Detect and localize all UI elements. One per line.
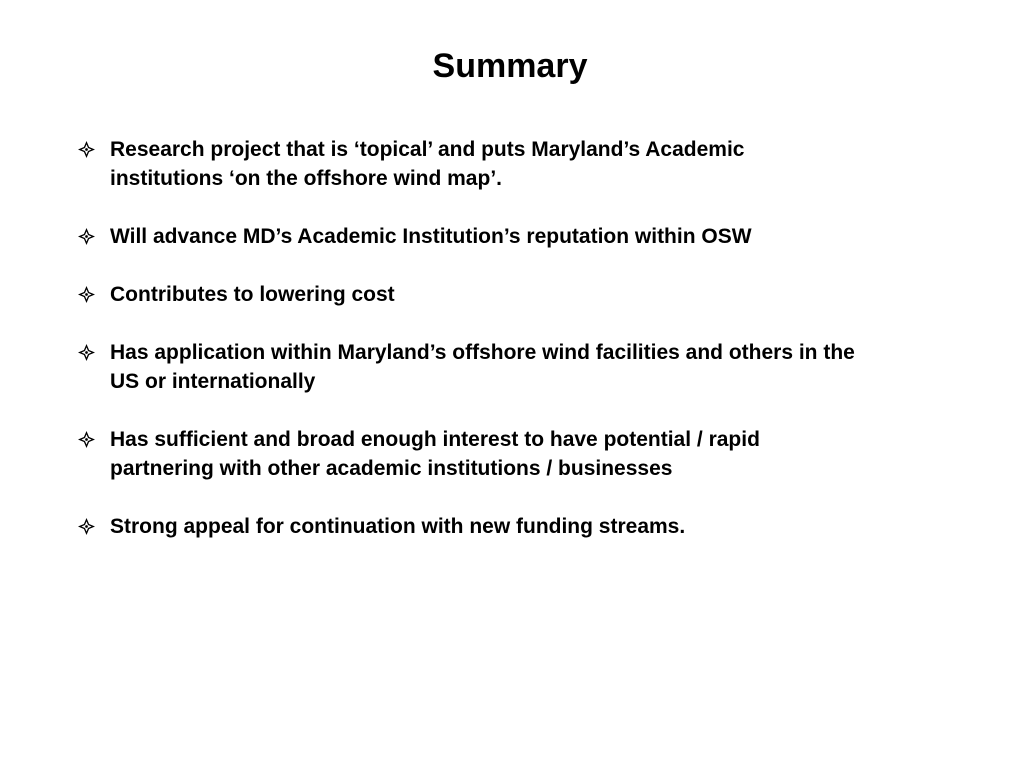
- bullet-line: Strong appeal for continuation with new funding streams.: [110, 515, 686, 538]
- bullet-line: Research project that is ‘topical’ and puts Maryland’s Academic: [110, 138, 745, 161]
- bullet-item: [78, 425, 978, 483]
- diamond-clover-icon: [78, 338, 96, 367]
- bullet-line: partnering with other academic institutions / businesses: [110, 457, 673, 480]
- bullet-item: [78, 512, 978, 541]
- bullet-item: [78, 222, 978, 251]
- bullet-item: [78, 135, 978, 193]
- slide-title: Summary: [432, 47, 588, 85]
- bullet-line: Contributes to lowering cost: [110, 283, 395, 306]
- diamond-clover-icon: [78, 280, 96, 309]
- bullet-item: [78, 338, 978, 396]
- bullet-line: institutions ‘on the offshore wind map’.: [110, 167, 502, 190]
- diamond-clover-icon: [78, 425, 96, 454]
- diamond-clover-icon: [78, 512, 96, 541]
- bullet-line: Has sufficient and broad enough interest to have potential / rapid: [110, 428, 760, 451]
- diamond-clover-icon: [78, 135, 96, 164]
- bullet-line: US or internationally: [110, 370, 316, 393]
- bullet-line: Will advance MD’s Academic Institution’s reputation within OSW: [110, 225, 752, 248]
- bullet-item: [78, 280, 978, 309]
- bullet-line: Has application within Maryland’s offshore wind facilities and others in the: [110, 341, 855, 364]
- diamond-clover-icon: [78, 222, 96, 251]
- bullet-list: [78, 135, 978, 570]
